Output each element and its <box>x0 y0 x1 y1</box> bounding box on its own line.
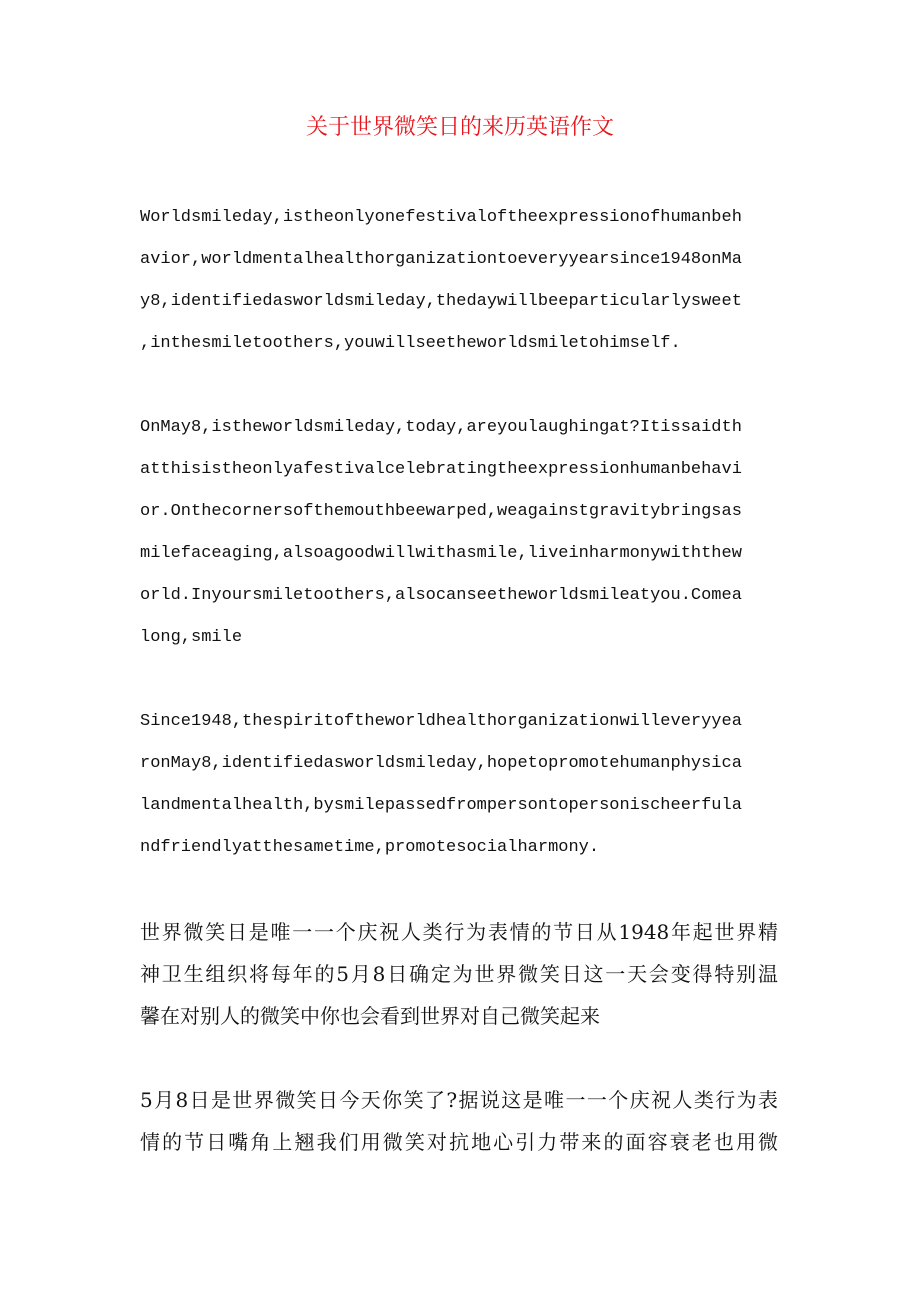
text-line: OnMay8,istheworldsmileday,today,areyoulaughingat?Itissaidth <box>140 418 742 437</box>
paragraph <box>140 911 778 1037</box>
text-line: ronMay8,identifiedasworldsmileday,hopetopromotehumanphysica <box>140 754 742 773</box>
text-line: 神卫生组织将每年的5月8日确定为世界微笑日这一天会变得特别温 <box>140 962 778 986</box>
text-line: Worldsmileday,istheonlyonefestivaloftheexpressionofhumanbeh <box>140 208 742 227</box>
paragraph <box>140 701 778 869</box>
text-line: ,inthesmiletoothers,youwillseetheworldsmiletohimself. <box>140 334 681 353</box>
text-line: or.Onthecornersofthemouthbeewarped,weagainstgravitybringsas <box>140 502 742 521</box>
text-line: avior,worldmentalhealthorganizationtoeveryyearsince1948onMa <box>140 250 742 269</box>
paragraph <box>140 197 778 365</box>
text-line: landmentalhealth,bysmilepassedfrompersontopersonischeerfula <box>140 796 742 815</box>
paragraph <box>140 407 778 659</box>
text-line: orld.Inyoursmiletoothers,alsocanseetheworldsmileatyou.Comea <box>140 586 742 605</box>
document-title: 关于世界微笑日的来历英语作文 <box>305 115 614 140</box>
text-line: Since1948,thespiritoftheworldhealthorganizationwilleveryyea <box>140 712 742 731</box>
paragraph <box>140 1079 778 1163</box>
text-line: milefaceaging,alsoagoodwillwithasmile,liveinharmonywiththew <box>140 544 742 563</box>
document-body <box>140 197 778 1205</box>
text-line: atthisistheonlyafestivalcelebratingtheexpressionhumanbehavi <box>140 460 742 479</box>
text-line: 5月8日是世界微笑日今天你笑了?据说这是唯一一个庆祝人类行为表 <box>140 1088 778 1112</box>
text-line: 馨在对别人的微笑中你也会看到世界对自己微笑起来 <box>140 1004 600 1028</box>
text-line: ndfriendlyatthesametime,promotesocialharmony. <box>140 838 600 857</box>
text-line: y8,identifiedasworldsmileday,thedaywillbeeparticularlysweet <box>140 292 742 311</box>
text-line: 情的节日嘴角上翘我们用微笑对抗地心引力带来的面容衰老也用微 <box>140 1130 778 1154</box>
text-line: long,smile <box>140 628 243 647</box>
text-line: 世界微笑日是唯一一个庆祝人类行为表情的节日从1948年起世界精 <box>140 920 778 944</box>
